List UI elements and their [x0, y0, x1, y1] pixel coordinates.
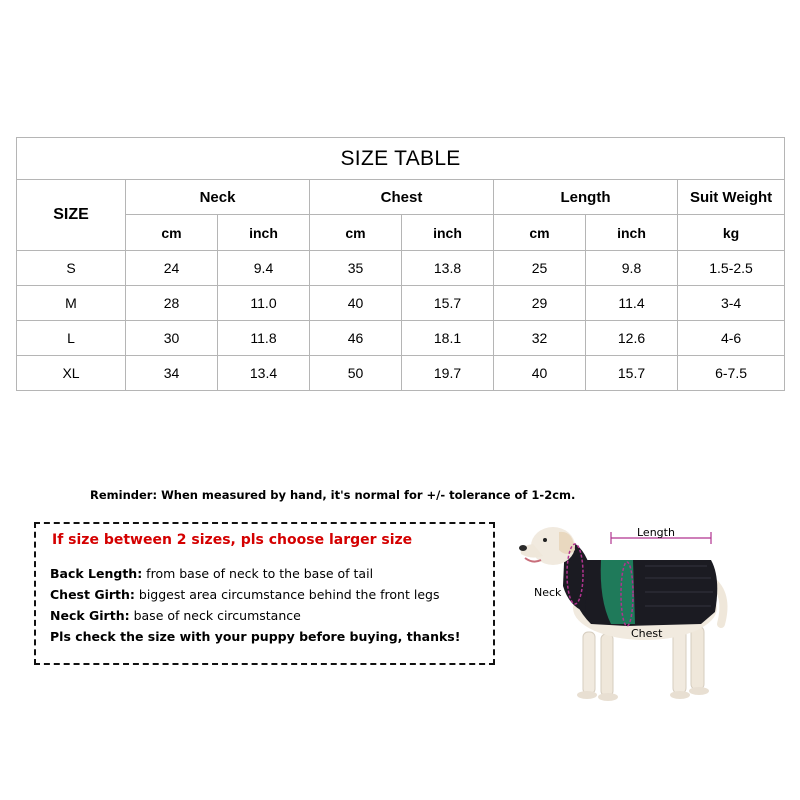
table-cell: 40: [310, 286, 402, 321]
neck-girth-label: Neck Girth:: [50, 608, 130, 623]
unit-header: inch: [586, 215, 678, 251]
table-cell: 24: [126, 251, 218, 286]
neck-header: Neck: [126, 180, 310, 215]
chest-header: Chest: [310, 180, 494, 215]
dog-measurement-diagram: [515, 520, 755, 710]
table-cell: 1.5-2.5: [678, 251, 785, 286]
chest-girth-label: Chest Girth:: [50, 587, 135, 602]
table-cell: 34: [126, 356, 218, 391]
table-cell: 15.7: [402, 286, 494, 321]
length-label: Length: [637, 526, 675, 539]
table-row: [17, 251, 785, 286]
size-cell: L: [17, 321, 126, 356]
neck-label: Neck: [534, 586, 562, 599]
table-cell: 15.7: [586, 356, 678, 391]
table-cell: 19.7: [402, 356, 494, 391]
table-row: [17, 286, 785, 321]
unit-header: kg: [678, 215, 785, 251]
table-row: [17, 321, 785, 356]
back-length-text: from base of neck to the base of tail: [142, 566, 374, 581]
table-row: [17, 356, 785, 391]
size-advice-headline: If size between 2 sizes, pls choose larger size: [52, 532, 413, 548]
neck-girth-note: [50, 608, 301, 623]
table-cell: 25: [494, 251, 586, 286]
suit-weight-header: Suit Weight: [678, 180, 785, 215]
table-title: SIZE TABLE: [17, 138, 785, 180]
chest-girth-text: biggest area circumstance behind the front legs: [134, 587, 440, 602]
table-cell: 32: [494, 321, 586, 356]
length-header: Length: [494, 180, 678, 215]
size-cell: S: [17, 251, 126, 286]
table-cell: 11.4: [586, 286, 678, 321]
table-cell: 30: [126, 321, 218, 356]
table-cell: 6-7.5: [678, 356, 785, 391]
unit-header: inch: [402, 215, 494, 251]
chest-girth-note: [50, 587, 439, 602]
table-cell: 12.6: [586, 321, 678, 356]
size-cell: XL: [17, 356, 126, 391]
table-cell: 9.8: [586, 251, 678, 286]
back-length-note: [50, 566, 373, 581]
table-cell: 4-6: [678, 321, 785, 356]
table-cell: 29: [494, 286, 586, 321]
dog-illustration: [515, 520, 755, 710]
size-table: [16, 137, 785, 391]
size-notes-box: [34, 522, 495, 665]
table-cell: 3-4: [678, 286, 785, 321]
back-length-label: Back Length:: [50, 566, 143, 581]
closing-note: Pls check the size with your puppy before buying, thanks!: [50, 629, 461, 644]
chest-label: Chest: [631, 627, 663, 640]
table-cell: 11.0: [218, 286, 310, 321]
table-cell: 11.8: [218, 321, 310, 356]
table-cell: 9.4: [218, 251, 310, 286]
table-cell: 28: [126, 286, 218, 321]
table-cell: 40: [494, 356, 586, 391]
measurement-reminder: Reminder: When measured by hand, it's normal for +/- tolerance of 1-2cm.: [90, 488, 576, 502]
size-header: SIZE: [17, 180, 126, 251]
table-cell: 13.4: [218, 356, 310, 391]
table-cell: 35: [310, 251, 402, 286]
unit-header: cm: [494, 215, 586, 251]
table-cell: 46: [310, 321, 402, 356]
unit-header: cm: [126, 215, 218, 251]
neck-girth-text: base of neck circumstance: [129, 608, 301, 623]
table-cell: 13.8: [402, 251, 494, 286]
unit-header: cm: [310, 215, 402, 251]
table-cell: 18.1: [402, 321, 494, 356]
size-cell: M: [17, 286, 126, 321]
table-cell: 50: [310, 356, 402, 391]
unit-header: inch: [218, 215, 310, 251]
